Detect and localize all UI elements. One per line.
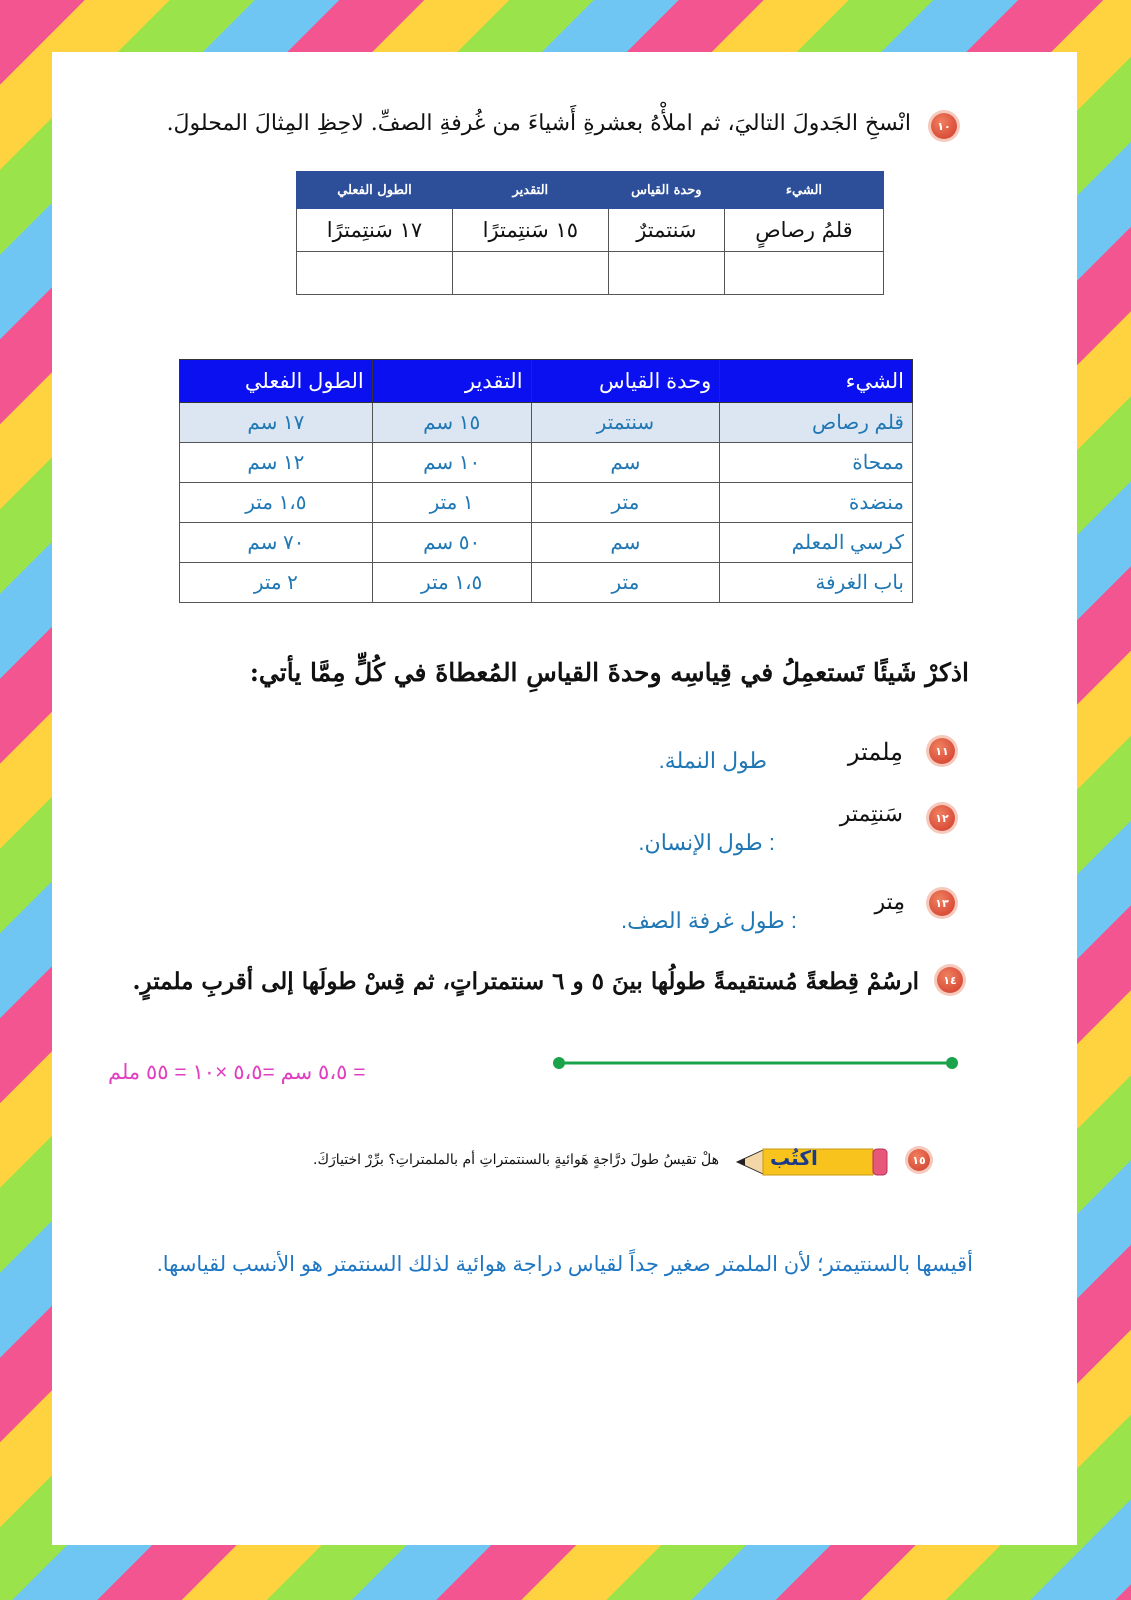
question-14-answer: = ٥،٥ سم =٥،٥ ×١٠ = ٥٥ ملم (108, 1061, 366, 1084)
cell-unit: متر (531, 563, 720, 603)
book-header-unit: وحدة القياس (608, 172, 724, 209)
book-cell: ١٥ سَنتِمترًا (452, 209, 608, 252)
table-row (180, 523, 913, 563)
table-row (180, 483, 913, 523)
cell-object: ممحاة (720, 443, 913, 483)
book-header-estimate: التقدير (452, 172, 608, 209)
cell-estimate: ١ متر (372, 483, 531, 523)
answer-header-object: الشيء (720, 360, 913, 403)
write-label: اكتُب (770, 1146, 818, 1170)
cell-unit: سنتمتر (531, 403, 720, 443)
question-13-unit: مِتر (874, 890, 905, 915)
cell-estimate: ٥٠ سم (372, 523, 531, 563)
book-header-object: الشيء (724, 172, 883, 209)
cell-object: باب الغرفة (720, 563, 913, 603)
answer-header-estimate: التقدير (372, 360, 531, 403)
question-number-12: ١٢ (929, 805, 955, 831)
segment-endpoint (553, 1057, 565, 1069)
question-12-unit: سَنتِمتر (839, 802, 903, 827)
line-segment (551, 1054, 961, 1072)
book-example-table (296, 171, 884, 295)
book-empty-cell (724, 252, 883, 295)
question-number-13: ١٣ (929, 890, 955, 916)
cell-actual: ١٢ سم (180, 443, 373, 483)
question-12-answer: : طول الإنسان. (638, 830, 775, 855)
cell-object: قلم رصاص (720, 403, 913, 443)
question-number-14: ١٤ (937, 967, 963, 993)
question-15-answer: أقيسها بالسنتيمتر؛ لأن الملمتر صغير جداً لقياس دراجة هوائية لذلك السنتمتر هو الأنسب لقياسها. (156, 1253, 973, 1276)
cell-object: منضدة (720, 483, 913, 523)
answer-header-unit: وحدة القياس (531, 360, 720, 403)
question-number-10: ١٠ (931, 113, 957, 139)
book-empty-cell (608, 252, 724, 295)
question-13-answer: : طول غرفة الصف. (620, 908, 797, 933)
answer-table (179, 359, 913, 603)
cell-estimate: ١٠ سم (372, 443, 531, 483)
question-11-unit: مِلمتر (847, 738, 903, 766)
question-10-text: انْسخِ الجَدولَ التاليَ، ثم املأْهُ بعشرةِ أَشياءَ من غُرفةِ الصفِّ. لاحِظِ المِثالَ المحلولَ. (166, 111, 911, 136)
question-14-text: ارسُمْ قِطعةً مُستقيمةً طولُها بينَ ٥ و ٦ سنتمتراتٍ، ثم قِسْ طولَها إلى أقربِ ملمترٍ. (132, 968, 919, 995)
cell-estimate: ١،٥ متر (372, 563, 531, 603)
book-empty-cell (297, 252, 453, 295)
cell-actual: ١،٥ متر (180, 483, 373, 523)
cell-actual: ٢ متر (180, 563, 373, 603)
question-15-text: هلْ تقيسُ طولَ درَّاجةٍ هَوائيةٍ بالسنتمتراتِ أم بالملمتراتِ؟ برِّرْ اختيارَكَ. (313, 1152, 719, 1168)
cell-estimate: ١٥ سم (372, 403, 531, 443)
table-row (180, 563, 913, 603)
book-header-actual: الطول الفعلي (297, 172, 453, 209)
segment-endpoint (946, 1057, 958, 1069)
book-cell: قلمُ رصاصٍ (724, 209, 883, 252)
cell-unit: سم (531, 443, 720, 483)
instruction-heading: اذكرْ شَيئًا تَستعمِلُ في قِياسِه وحدةَ القياسِ المُعطاةَ في كُلٍّ مِمَّا يأتي: (249, 658, 969, 687)
book-empty-cell (452, 252, 608, 295)
cell-actual: ١٧ سم (180, 403, 373, 443)
cell-object: كرسي المعلم (720, 523, 913, 563)
table-row (180, 403, 913, 443)
question-number-11: ١١ (929, 738, 955, 764)
answer-header-actual: الطول الفعلي (180, 360, 373, 403)
cell-unit: متر (531, 483, 720, 523)
question-11-answer: طول النملة. (658, 748, 767, 773)
cell-unit: سم (531, 523, 720, 563)
table-row (180, 443, 913, 483)
question-number-15: ١٥ (908, 1149, 930, 1171)
book-cell: ١٧ سَنتِمترًا (297, 209, 453, 252)
cell-actual: ٧٠ سم (180, 523, 373, 563)
book-cell: سَنتمترٌ (608, 209, 724, 252)
